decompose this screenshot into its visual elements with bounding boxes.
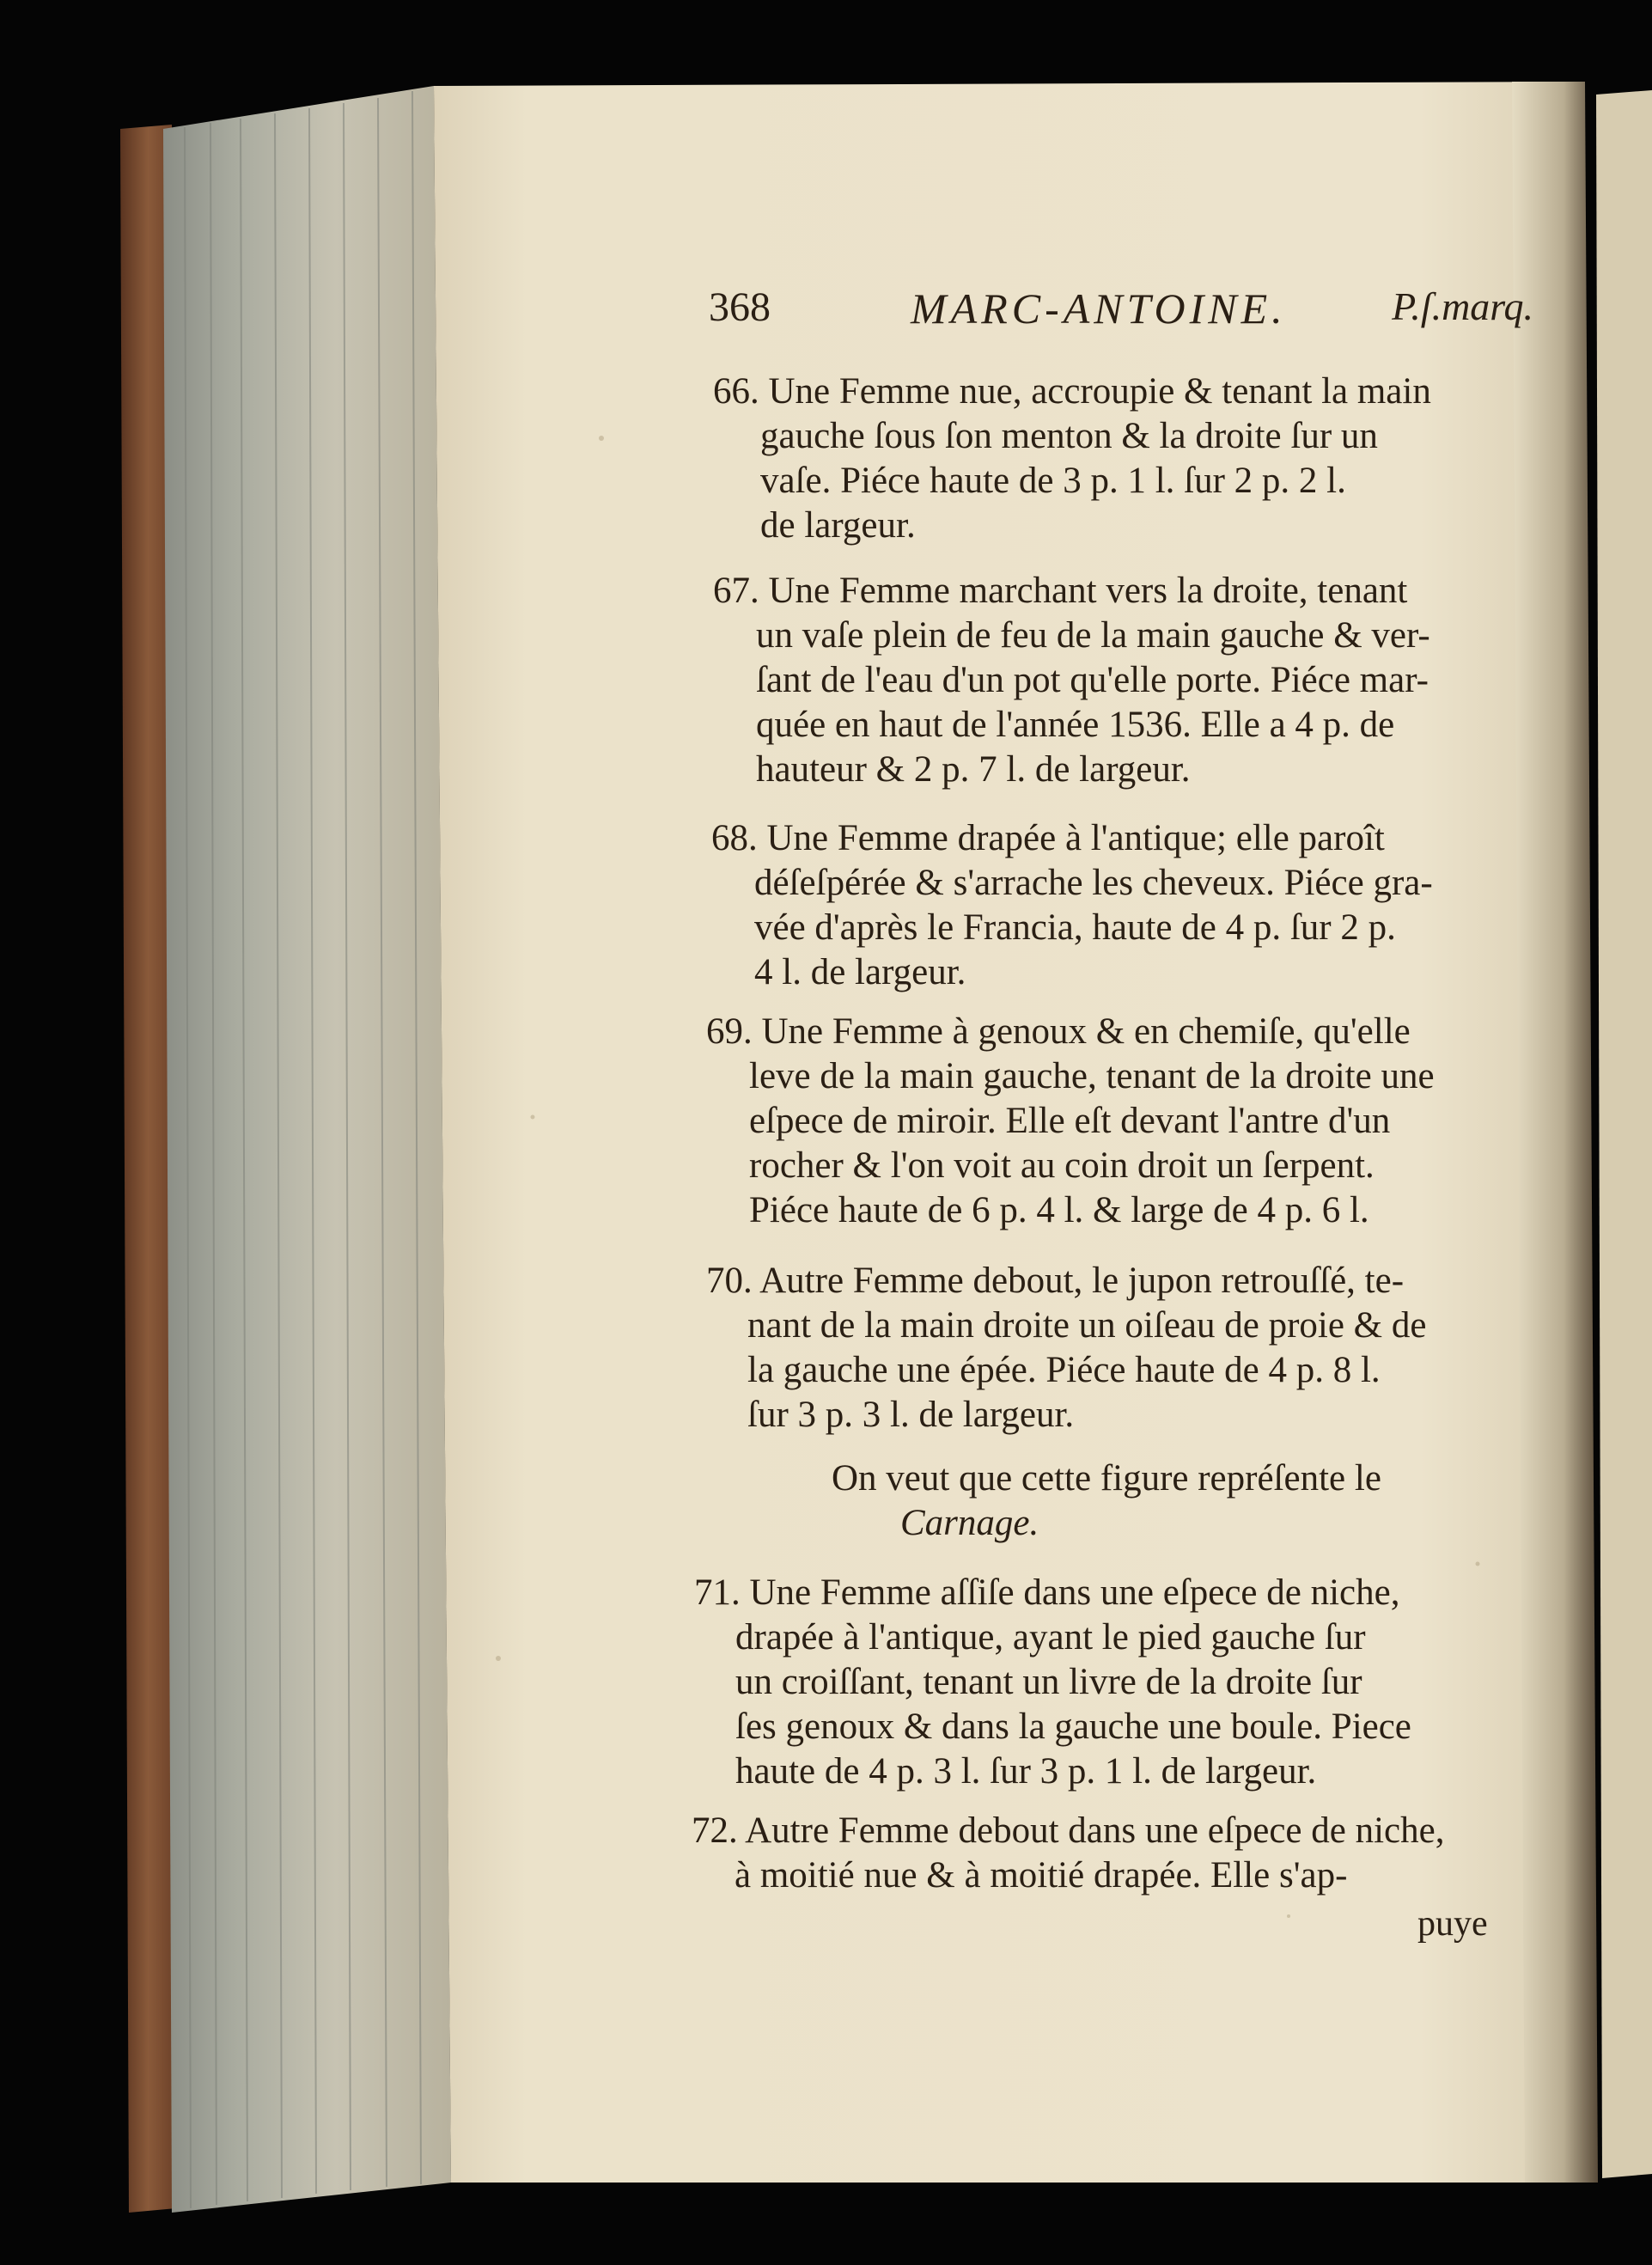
entry-line: ſes genoux & dans la gauche une boule. Piece bbox=[735, 1706, 1411, 1747]
entry-line: 70. Autre Femme debout, le jupon retrouſſé, te- bbox=[706, 1261, 1405, 1301]
entry-line: nant de la main droite un oiſeau de proie & de bbox=[747, 1305, 1427, 1346]
catalogue-entry-72 bbox=[692, 1809, 1444, 1898]
running-title: MARC-ANTOINE. bbox=[911, 284, 1287, 333]
entry-line: la gauche une épée. Piéce haute de 4 p. 8 l. bbox=[747, 1350, 1381, 1390]
note-line: On veut que cette figure repréſente le bbox=[832, 1458, 1381, 1499]
entry-line: 72. Autre Femme debout dans une eſpece de niche, bbox=[692, 1810, 1445, 1851]
entry-line: de largeur. bbox=[760, 505, 916, 546]
entry-line: 4 l. de largeur. bbox=[754, 952, 966, 992]
page-number: 368 bbox=[709, 284, 771, 330]
entry-line: à moitié nue & à moitié drapée. Elle s'ap- bbox=[735, 1855, 1348, 1896]
entry-line: un vaſe plein de feu de la main gauche & ver- bbox=[756, 615, 1430, 656]
entry-line: eſpece de miroir. Elle eſt devant l'antre d'un bbox=[749, 1101, 1391, 1141]
catalogue-entry-66 bbox=[713, 369, 1431, 548]
entry-line: vaſe. Piéce haute de 3 p. 1 l. ſur 2 p. 2 l. bbox=[760, 461, 1346, 501]
entry-line: vée d'après le Francia, haute de 4 p. ſur 2 p. bbox=[754, 907, 1396, 948]
entry-70-note bbox=[832, 1456, 1381, 1546]
entry-line: Piéce haute de 6 p. 4 l. & large de 4 p. 6 l. bbox=[749, 1190, 1369, 1230]
catalogue-entry-70 bbox=[706, 1259, 1426, 1438]
catalogue-entry-68 bbox=[711, 816, 1433, 995]
entry-line: ſur 3 p. 3 l. de largeur. bbox=[747, 1395, 1075, 1435]
catalogue-entry-71 bbox=[694, 1571, 1411, 1794]
entry-line: 69. Une Femme à genoux & en chemiſe, qu'elle bbox=[706, 1011, 1411, 1052]
entry-line: un croiſſant, tenant un livre de la droite ſur bbox=[735, 1662, 1362, 1702]
entry-line: drapée à l'antique, ayant le pied gauche ſur bbox=[735, 1617, 1366, 1658]
entry-line: quée en haut de l'année 1536. Elle a 4 p. de bbox=[756, 705, 1395, 745]
entry-line: ſant de l'eau d'un pot qu'elle porte. Piéce mar- bbox=[756, 660, 1429, 700]
catchword: puye bbox=[1417, 1904, 1488, 1944]
note-line: Carnage. bbox=[900, 1503, 1039, 1543]
entry-line: haute de 4 p. 3 l. ſur 3 p. 1 l. de largeur. bbox=[735, 1751, 1317, 1792]
entry-line: déſeſpérée & s'arrache les cheveux. Piéce gra- bbox=[754, 863, 1433, 903]
entry-line: 71. Une Femme aſſiſe dans une eſpece de niche, bbox=[694, 1572, 1400, 1613]
entry-line: rocher & l'on voit au coin droit un ſerpent. bbox=[749, 1145, 1375, 1186]
catalogue-entry-67 bbox=[713, 569, 1430, 792]
entry-line: hauteur & 2 p. 7 l. de largeur. bbox=[756, 749, 1191, 790]
catalogue-entry-69 bbox=[706, 1010, 1435, 1233]
entry-line: 67. Une Femme marchant vers la droite, tenant bbox=[713, 571, 1408, 611]
running-header bbox=[709, 284, 1533, 344]
entry-line: leve de la main gauche, tenant de la droite une bbox=[749, 1056, 1435, 1096]
running-note: P.ſ.marq. bbox=[1392, 284, 1533, 328]
entry-line: gauche ſous ſon menton & la droite ſur un bbox=[760, 416, 1378, 456]
entry-line: 68. Une Femme drapée à l'antique; elle paroît bbox=[711, 818, 1385, 858]
entry-line: 66. Une Femme nue, accroupie & tenant la main bbox=[713, 371, 1431, 412]
